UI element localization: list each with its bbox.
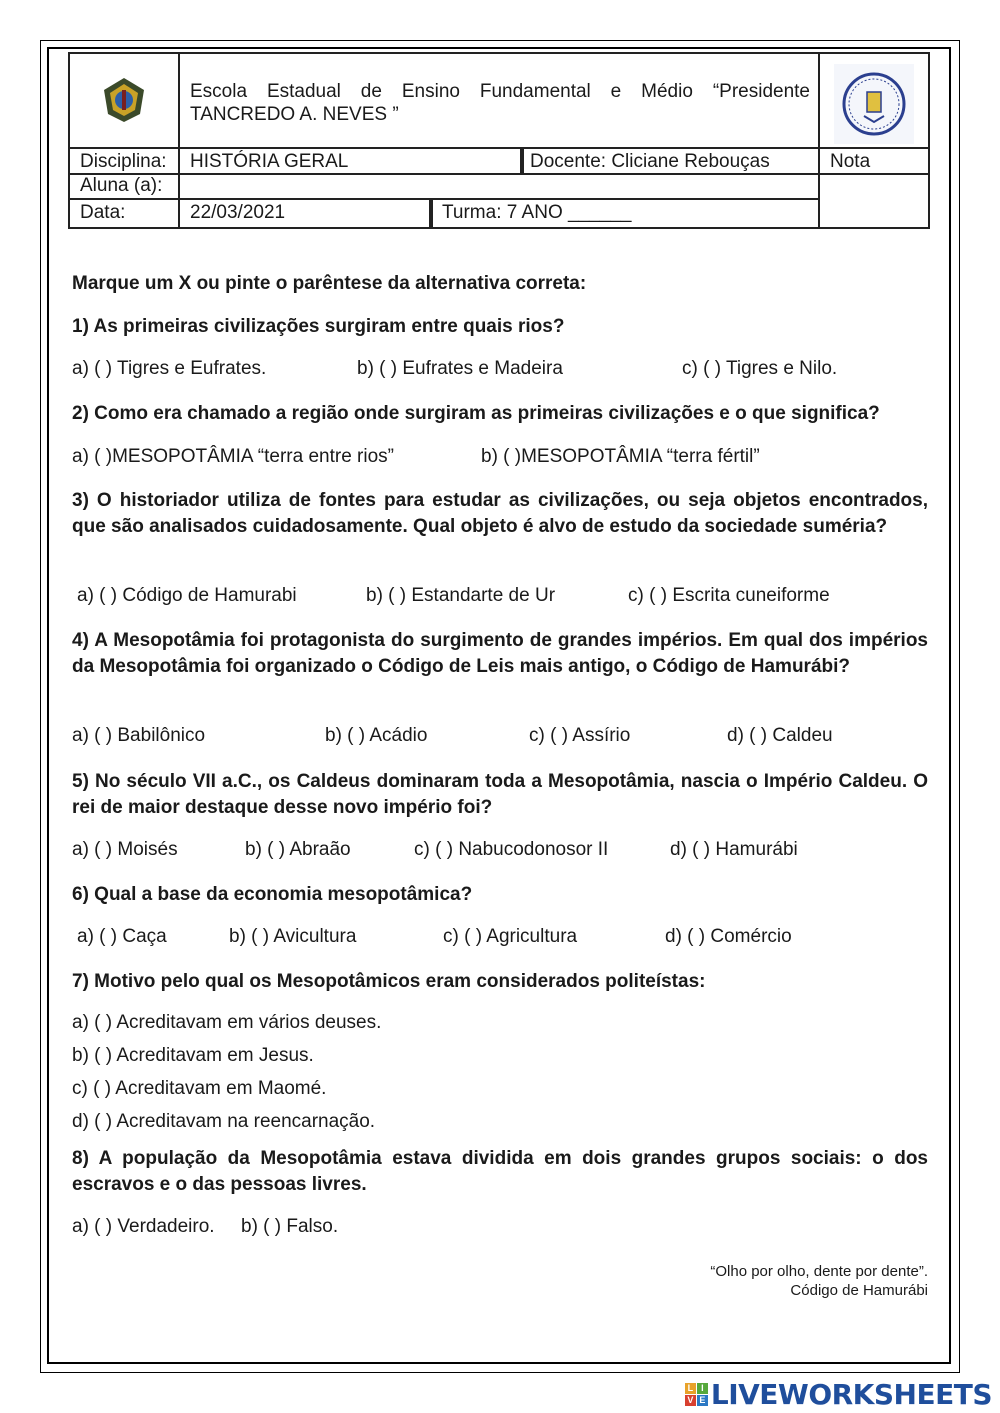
option-5a[interactable]: a) ( ) Moisés — [72, 839, 178, 860]
option-1c[interactable]: c) ( ) Tigres e Nilo. — [682, 358, 838, 379]
option-8a[interactable]: a) ( ) Verdadeiro. — [72, 1216, 215, 1237]
watermark-text: LIVEWORKSHEETS — [710, 1377, 992, 1411]
quote-text: “Olho por olho, dente por dente”. — [710, 1263, 928, 1280]
option-5c[interactable]: c) ( ) Nabucodonosor II — [414, 839, 609, 860]
option-8b[interactable]: b) ( ) Falso. — [241, 1216, 339, 1237]
option-5b[interactable]: b) ( ) Abraão — [245, 839, 351, 860]
option-7d[interactable]: d) ( ) Acreditavam na reencarnação. — [72, 1111, 376, 1132]
option-6c[interactable]: c) ( ) Agricultura — [443, 926, 578, 947]
turma-value: Turma: 7 ANO ______ — [442, 202, 632, 223]
liveworksheets-logo-icon: L I V E — [685, 1383, 708, 1406]
aluna-label: Aluna (a): — [80, 175, 163, 196]
option-4a[interactable]: a) ( ) Babilônico — [72, 725, 206, 746]
question-6: 6) Qual a base da economia mesopotâmica? — [72, 884, 473, 905]
option-6b[interactable]: b) ( ) Avicultura — [229, 926, 357, 947]
question-2: 2) Como era chamado a região onde surgiram as primeiras civilizações e o que significa? — [72, 403, 880, 424]
question-7: 7) Motivo pelo qual os Mesopotâmicos eram considerados politeístas: — [72, 971, 706, 992]
option-3a[interactable]: a) ( ) Código de Hamurabi — [77, 585, 297, 606]
school-name: Escola Estadual de Ensino Fundamental e Médio “Presidente TANCREDO A. NEVES ” — [190, 81, 810, 125]
liveworksheets-watermark — [685, 1377, 992, 1411]
school-seal-icon — [834, 64, 914, 144]
option-7c[interactable]: c) ( ) Acreditavam em Maomé. — [72, 1078, 327, 1099]
header-table — [68, 52, 930, 229]
question-1: 1) As primeiras civilizações surgiram entre quais rios? — [72, 316, 565, 337]
disciplina-value: HISTÓRIA GERAL — [190, 151, 349, 172]
option-6d[interactable]: d) ( ) Comércio — [665, 926, 792, 947]
option-4b[interactable]: b) ( ) Acádio — [325, 725, 428, 746]
option-3c[interactable]: c) ( ) Escrita cuneiforme — [628, 585, 830, 606]
option-1a[interactable]: a) ( ) Tigres e Eufrates. — [72, 358, 267, 379]
data-label: Data: — [80, 202, 126, 223]
question-5: 5) No século VII a.C., os Caldeus dominaram toda a Mesopotâmia, nascia o Império Caldeu. O rei de maior destaque desse novo império foi? — [72, 771, 928, 818]
option-4d[interactable]: d) ( ) Caldeu — [727, 725, 833, 746]
quote-block — [710, 1262, 928, 1300]
option-3b[interactable]: b) ( ) Estandarte de Ur — [366, 585, 556, 606]
option-7b[interactable]: b) ( ) Acreditavam em Jesus. — [72, 1045, 314, 1066]
question-8: 8) A população da Mesopotâmia estava dividida em dois grandes grupos sociais: o dos escravos e o das pessoas livres. — [72, 1148, 928, 1195]
option-2b[interactable]: b) ( )MESOPOTÂMIA “terra fértil” — [481, 446, 760, 467]
disciplina-label: Disciplina: — [80, 151, 167, 172]
question-3: 3) O historiador utiliza de fontes para estudar as civilizações, ou seja objetos encontrados, que são analisados cuidadosamente. Qual objeto é alvo de estudo da sociedade suméria? — [72, 490, 928, 537]
data-value: 22/03/2021 — [190, 202, 286, 223]
option-2a[interactable]: a) ( )MESOPOTÂMIA “terra entre rios” — [72, 446, 394, 467]
question-4: 4) A Mesopotâmia foi protagonista do surgimento de grandes impérios. Em qual dos impérios da Mesopotâmia foi organizado o Código de Leis mais antigo, o Código de Hamurábi? — [72, 630, 928, 677]
option-1b[interactable]: b) ( ) Eufrates e Madeira — [357, 358, 563, 379]
school-crest-icon — [100, 76, 148, 124]
docente-value: Docente: Cliciane Rebouças — [530, 151, 770, 172]
nota-label: Nota — [830, 151, 871, 172]
option-4c[interactable]: c) ( ) Assírio — [529, 725, 631, 746]
instruction: Marque um X ou pinte o parêntese da alternativa correta: — [72, 273, 587, 294]
option-5d[interactable]: d) ( ) Hamurábi — [670, 839, 798, 860]
option-7a[interactable]: a) ( ) Acreditavam em vários deuses. — [72, 1012, 382, 1033]
option-6a[interactable]: a) ( ) Caça — [77, 926, 167, 947]
quote-source: Código de Hamurábi — [790, 1282, 928, 1299]
